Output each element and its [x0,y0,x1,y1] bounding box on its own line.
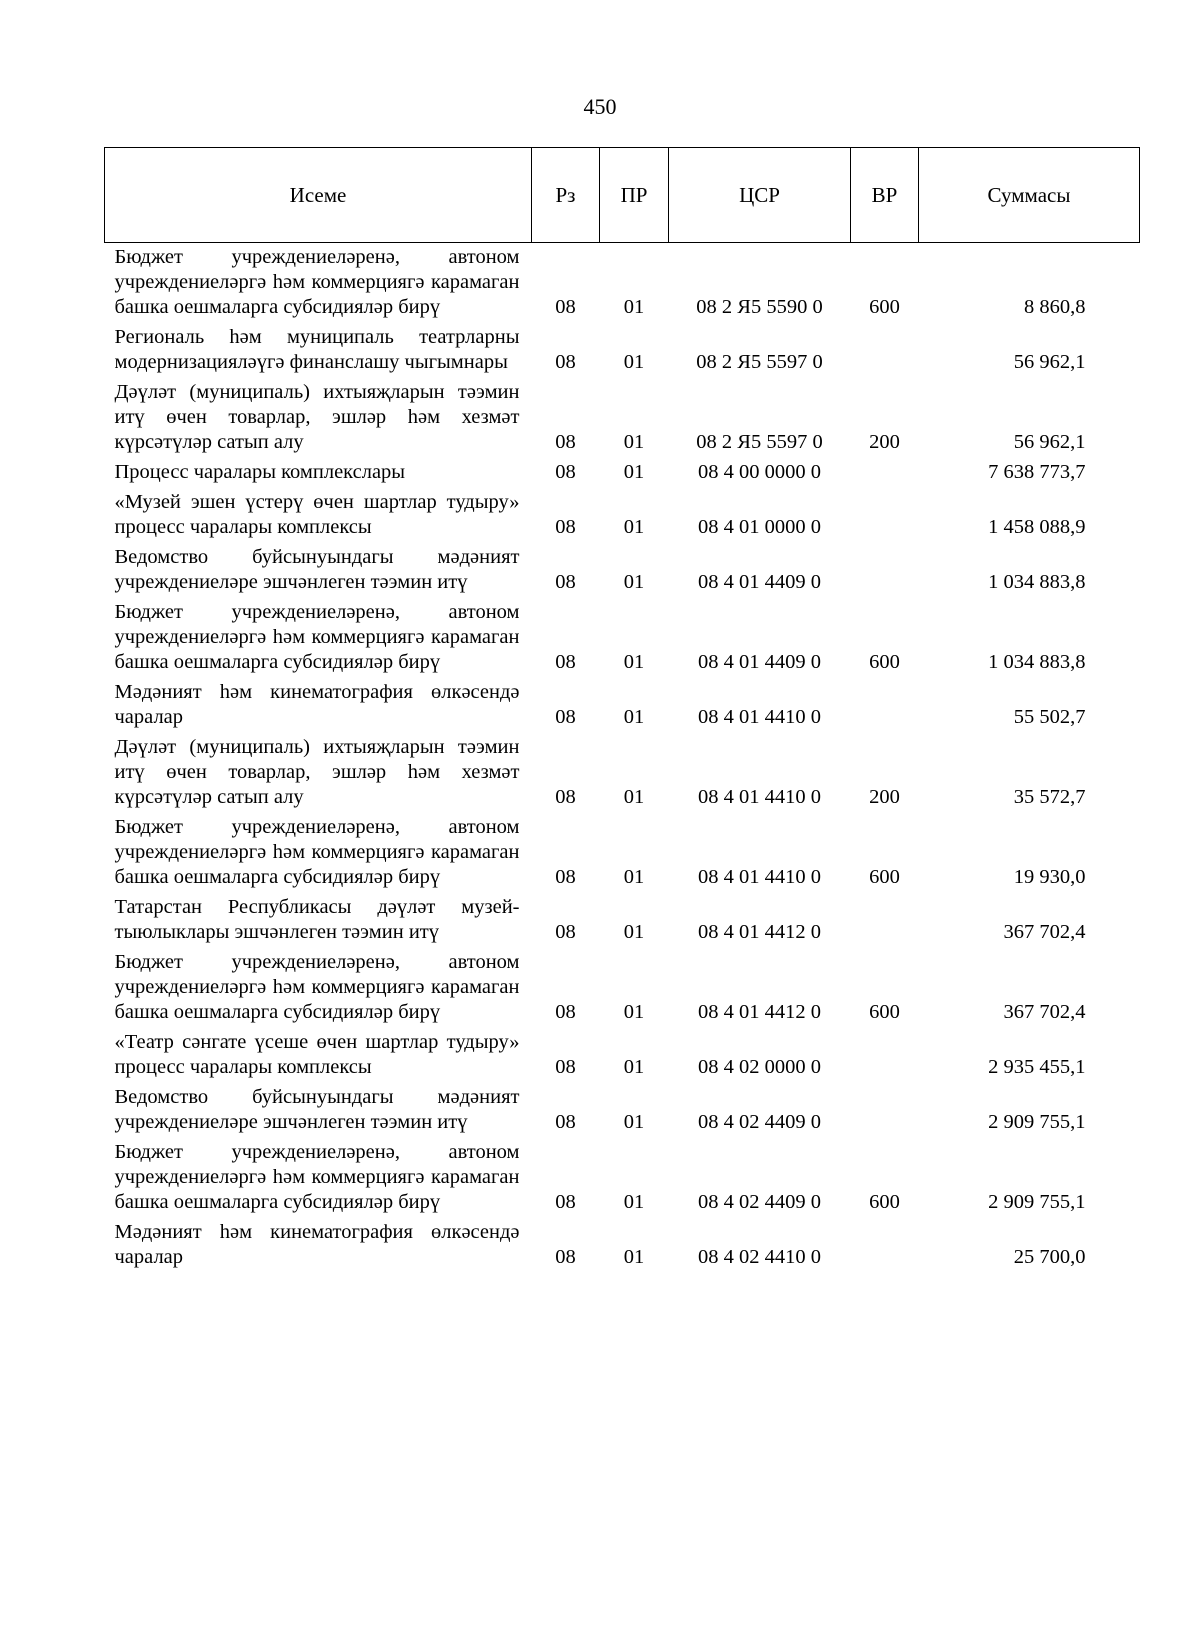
row-vr: 600 [869,1001,900,1023]
row-pr: 01 [623,1191,645,1213]
row-pr: 01 [623,651,645,673]
header-name: Исеме [105,148,532,243]
row-csr: 08 4 00 0000 0 [698,461,821,483]
row-csr: 08 2 Я5 5597 0 [696,351,823,373]
row-rz: 08 [555,706,576,728]
header-rz: Рз [532,148,600,243]
row-name: Бюджет учреждениеләренә, автоном учреждениеләргә һәм коммерциягә карамаган башка оешмаларга субсидияләр бирү [114,246,520,318]
table-row [105,733,1140,813]
header-row [105,148,1140,243]
row-vr [851,323,919,378]
row-name: Региональ һәм муниципаль театрларны модернизацияләүгә финанслашу чыгымнары [114,326,520,373]
row-csr: 08 2 Я5 5590 0 [696,296,823,318]
row-sum: 55 502,7 [1013,706,1086,728]
row-name: Дәүләт (муниципаль) ихтыяҗларын тәэмин итү өчен товарлар, эшләр һәм хезмәт күрсәтүләр сатып алу [114,381,520,453]
row-rz: 08 [555,866,576,888]
row-pr: 01 [623,1056,645,1078]
row-name: Мәдәният һәм кинематография өлкәсендә чаралар [114,681,520,728]
row-vr: 200 [869,786,900,808]
row-csr: 08 4 01 4412 0 [698,1001,821,1023]
table-row [105,813,1140,893]
row-pr: 01 [623,1246,645,1268]
row-csr: 08 4 02 4409 0 [698,1111,821,1133]
header-pr: ПР [600,148,669,243]
budget-table [104,147,1140,1273]
row-csr: 08 4 01 4410 0 [698,786,821,808]
row-rz: 08 [555,516,576,538]
row-pr: 01 [623,296,645,318]
row-pr: 01 [623,1001,645,1023]
row-pr: 01 [623,706,645,728]
row-csr: 08 4 01 4412 0 [698,921,821,943]
row-rz: 08 [555,296,576,318]
table-row [105,1028,1140,1083]
row-name: Бюджет учреждениеләренә, автоном учреждениеләргә һәм коммерциягә карамаган башка оешмаларга субсидияләр бирү [114,601,520,673]
row-pr: 01 [623,351,645,373]
table-row [105,893,1140,948]
row-sum: 19 930,0 [1013,866,1086,888]
row-csr: 08 4 01 4410 0 [698,706,821,728]
row-vr: 600 [869,866,900,888]
row-pr: 01 [623,866,645,888]
row-vr [851,893,919,948]
table-row [105,1083,1140,1138]
row-vr: 600 [869,651,900,673]
row-name: Ведомство буйсынуындагы мәдәният учреждениеләре эшчәнлеген тәэмин итү [114,1086,520,1133]
row-vr [851,678,919,733]
row-rz: 08 [555,1056,576,1078]
table-body [105,243,1140,1274]
table-row [105,378,1140,458]
row-sum: 2 909 755,1 [988,1191,1086,1213]
row-rz: 08 [555,1001,576,1023]
row-pr: 01 [623,431,645,453]
table-row [105,948,1140,1028]
row-pr: 01 [623,786,645,808]
row-pr: 01 [623,921,645,943]
row-rz: 08 [555,461,576,483]
row-pr: 01 [623,571,645,593]
row-name: Бюджет учреждениеләренә, автоном учреждениеләргә һәм коммерциягә карамаган башка оешмаларга субсидияләр бирү [114,951,520,1023]
row-sum: 1 034 883,8 [988,571,1086,593]
row-csr: 08 4 02 4410 0 [698,1246,821,1268]
row-name: Процесс чаралары комплекслары [114,461,406,483]
row-sum: 367 702,4 [1003,1001,1086,1023]
row-pr: 01 [623,461,645,483]
row-name: «Музей эшен үстерү өчен шартлар тудыру» процесс чаралары комплексы [114,491,520,538]
row-vr [851,1218,919,1273]
row-name: Бюджет учреждениеләренә, автоном учреждениеләргә һәм коммерциягә карамаган башка оешмаларга субсидияләр бирү [114,816,520,888]
row-vr: 600 [869,1191,900,1213]
row-rz: 08 [555,786,576,808]
row-vr: 200 [869,431,900,453]
table-row [105,458,1140,488]
row-name: Татарстан Республикасы дәүләт музей-тыюлыклары эшчәнлеген тәэмин итү [114,896,520,943]
table-row [105,598,1140,678]
table-row [105,543,1140,598]
table-row [105,1138,1140,1218]
row-sum: 7 638 773,7 [988,461,1086,483]
page-number: 450 [583,94,617,119]
table-row [105,678,1140,733]
row-rz: 08 [555,651,576,673]
row-csr: 08 4 02 0000 0 [698,1056,821,1078]
row-csr: 08 4 01 4410 0 [698,866,821,888]
row-rz: 08 [555,921,576,943]
row-csr: 08 2 Я5 5597 0 [696,431,823,453]
row-rz: 08 [555,1246,576,1268]
row-rz: 08 [555,1111,576,1133]
row-vr [851,488,919,543]
row-vr: 600 [869,296,900,318]
header-csr: ЦСР [669,148,851,243]
row-pr: 01 [623,1111,645,1133]
row-name: Дәүләт (муниципаль) ихтыяҗларын тәэмин итү өчен товарлар, эшләр һәм хезмәт күрсәтүләр сатып алу [114,736,520,808]
row-vr [851,458,919,488]
row-vr [851,1083,919,1138]
table-row [105,323,1140,378]
row-csr: 08 4 01 4409 0 [698,571,821,593]
row-csr: 08 4 01 0000 0 [698,516,821,538]
row-rz: 08 [555,571,576,593]
row-vr [851,1028,919,1083]
row-sum: 2 909 755,1 [988,1111,1086,1133]
row-name: Мәдәният һәм кинематография өлкәсендә чаралар [114,1221,520,1268]
row-sum: 56 962,1 [1013,351,1086,373]
row-sum: 8 860,8 [1024,296,1086,318]
table-row [105,243,1140,324]
header-vr: ВР [851,148,919,243]
row-rz: 08 [555,351,576,373]
row-name: Ведомство буйсынуындагы мәдәният учреждениеләре эшчәнлеген тәэмин итү [114,546,520,593]
table-row [105,488,1140,543]
row-sum: 1 034 883,8 [988,651,1086,673]
row-sum: 56 962,1 [1013,431,1086,453]
row-sum: 1 458 088,9 [988,516,1086,538]
row-pr: 01 [623,516,645,538]
row-sum: 35 572,7 [1013,786,1086,808]
row-csr: 08 4 01 4409 0 [698,651,821,673]
row-rz: 08 [555,431,576,453]
table-header [105,148,1140,243]
table-row [105,1218,1140,1273]
row-name: «Театр сәнгате үсеше өчен шартлар тудыру» процесс чаралары комплексы [114,1031,520,1078]
row-sum: 367 702,4 [1003,921,1086,943]
row-name: Бюджет учреждениеләренә, автоном учреждениеләргә һәм коммерциягә карамаган башка оешмаларга субсидияләр бирү [114,1141,520,1213]
header-sum: Суммасы [919,148,1140,243]
row-rz: 08 [555,1191,576,1213]
row-csr: 08 4 02 4409 0 [698,1191,821,1213]
row-vr [851,543,919,598]
row-sum: 2 935 455,1 [988,1056,1086,1078]
row-sum: 25 700,0 [1013,1246,1086,1268]
